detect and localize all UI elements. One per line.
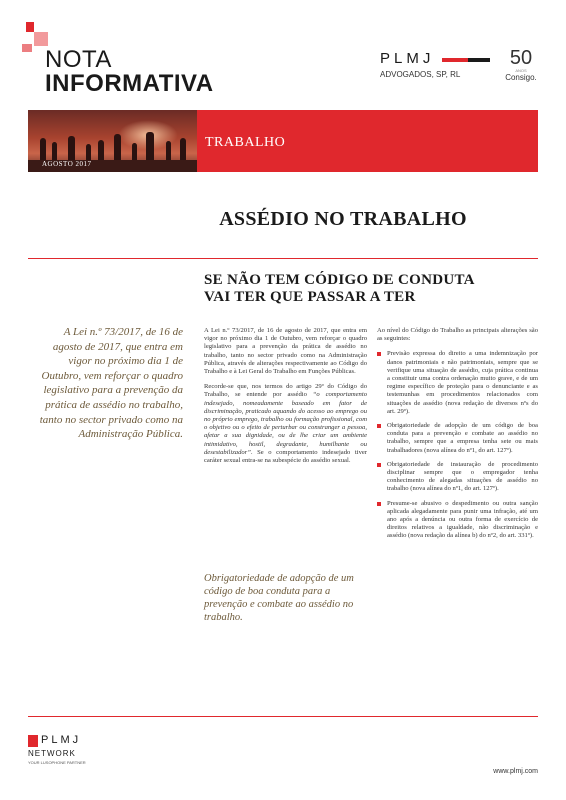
corner-mark: [34, 32, 48, 46]
body-paragraph: A Lei n.º 73/2017, de 16 de agosto de 2017, que entra em vigor no próximo dia 1 de Outubro, vem reforçar o quadro legislativo para a prevenção da prática de assédio no trabalho, tanto no sector privado como na Administração Pública, através de alterações respectivamente ao Código do Trabalho e à Lei Geral do Trabalho em Funções Públicas.: [204, 327, 367, 376]
body-column-1: [204, 327, 367, 472]
section-title: TRABALHO: [205, 135, 286, 150]
divider: [28, 258, 538, 259]
corner-mark: [26, 22, 34, 32]
body-paragraph: Recorde-se que, nos termos do artigo 29º do Código do Trabalho, se entende por assédio “o comportamento indesejado, nomeadamente baseado em fator de discriminação, praticado aquando do acesso ao emprego ou no próprio emprego, trabalho ou formação profissional, com o objetivo ou o efeito de perturbar ou constranger a pessoa, afetar a sua dignidade, ou de lhe criar um ambiente intimidativo, hostil, degradante, humilhante ou desestabilizador”. Se o comportamento indesejado tiver caráter sexual entra-se na subespécie do assédio sexual.: [204, 383, 367, 465]
body-column-2: [377, 327, 538, 547]
bullet-square-icon: [377, 463, 381, 467]
firm-name: PLMJ: [380, 50, 435, 67]
website-link[interactable]: www.plmj.com: [493, 768, 538, 775]
network-word: PLMJ: [41, 734, 82, 746]
bullet-square-icon: [377, 352, 381, 356]
harassment-definition: “o comportamento indesejado, nomeadamente baseado em fator de discriminação, praticado aquando do acesso ao emprego ou no próprio emprego, trabalho ou formação profissional, com o objetivo ou o efeito de perturbar ou constranger a pessoa, afetar a sua dignidade, ou de lhe criar um ambiente intimidativo, hostil, degradante, humilhante ou desestabilizador”: [204, 391, 367, 456]
corner-mark: [22, 44, 32, 52]
anniversary-small: ANOS: [515, 68, 527, 73]
subtitle-line: SE NÃO TEM CÓDIGO DE CONDUTA: [204, 272, 475, 288]
nota-label: NOTA: [45, 46, 112, 73]
list-item: Obrigatoriedade de instauração de procedimento disciplinar sempre que o empregador tenha conhecimento de alegadas situações de assédio no trabalho (nova alínea do nº1, do art. 127º).: [377, 461, 538, 494]
bullet-square-icon: [377, 502, 381, 506]
document-type-heading: [45, 48, 214, 96]
firm-subtitle: ADVOGADOS, SP, RL: [380, 70, 461, 79]
section-banner: [28, 110, 538, 172]
bullet-square-icon: [377, 424, 381, 428]
article-title: ASSÉDIO NO TRABALHO: [219, 208, 467, 230]
list-item: Presume-se abusivo o despedimento ou outra sanção aplicada alegadamente para punir uma infração, até um ano após a denúncia ou outra forma de exercício de direitos relativos a igualdade, não discriminação e assédio (nova redação da alínea b) do nº2, do art. 331º).: [377, 500, 538, 541]
logo-bar-dark: [468, 58, 490, 62]
network-label: NETWORK: [28, 749, 76, 758]
issue-date: AGOSTO 2017: [42, 160, 92, 168]
list-item: Obrigatoriedade de adopção de um código de boa conduta para a prevenção e combate ao assédio no trabalho, sempre que a empresa tenha sete ou mais trabalhadores (nova alínea do nº1, do art. 127º).: [377, 422, 538, 455]
divider: [28, 716, 538, 717]
network-mark-icon: [28, 735, 38, 747]
pull-quote: A Lei n.º 73/2017, de 16 de agosto de 2017, que entra em vigor no próximo dia 1 de Outubro, vem reforçar o quadro legislativo para a prevenção da prática de assédio no trabalho, tanto no sector privado como na Administração Pública.: [39, 326, 183, 441]
body-paragraph: Ao nível do Código do Trabalho as principais alterações são as seguintes:: [377, 327, 538, 343]
changes-list: [377, 350, 538, 540]
plmj-logo: [380, 50, 490, 79]
highlight-quote: Obrigatoriedade de adopção de um código de boa conduta para a prevenção e combate ao assédio no trabalho.: [204, 573, 354, 623]
subtitle-line: VAI TER QUE PASSAR A TER: [204, 289, 416, 305]
article-subtitle: [204, 272, 538, 306]
anniversary-logo: [500, 48, 542, 82]
anniversary-number: 50: [509, 47, 533, 69]
list-item: Previsão expressa do direito a uma indemnização por danos patrimoniais e não patrimoniais, sempre que se verifique uma situação de assédio, cuja prática continua a constituir uma contra ordenação muito grave, e de um regime específico de proteção para o denunciante e as testemunhas em procedimentos relacionados com situações de assédio (nova redação de diversos nºs do art. 29º).: [377, 350, 538, 416]
informativa-label: INFORMATIVA: [45, 70, 214, 97]
network-tagline: YOUR LUSOPHONE PARTNER: [28, 760, 86, 765]
anniversary-word: Consigo.: [505, 73, 537, 82]
